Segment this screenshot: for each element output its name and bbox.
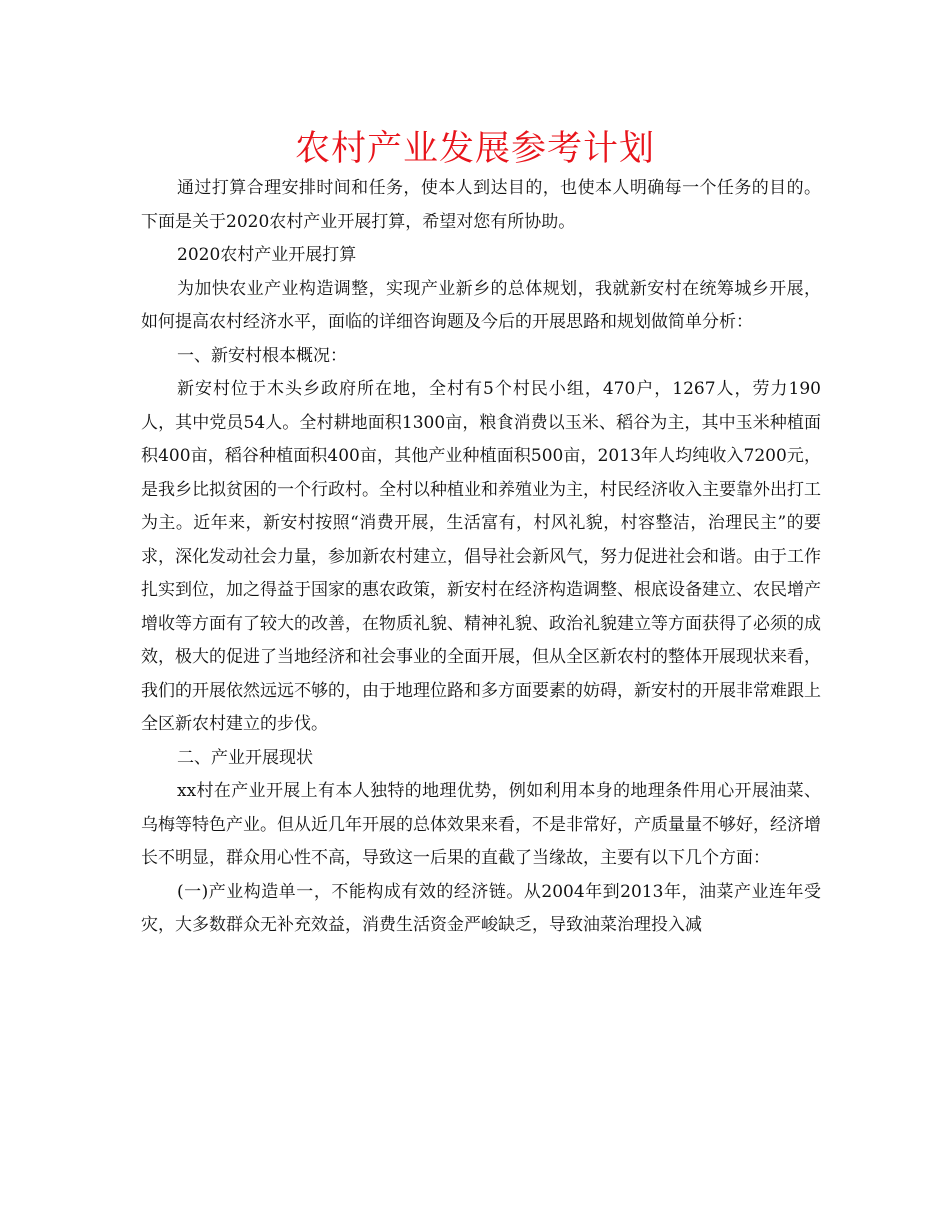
intro-paragraph: 通过打算合理安排时间和任务，使本人到达目的，也使本人明确每一个任务的目的。下面是关于2020农村产业开展打算，希望对您有所协助。 [141,178,821,232]
issue-paragraph: (一)产业构造单一，不能构成有效的经济链。从2004年到2013年，油菜产业连年受灾，大多数群众无补充效益，消费生活资金严峻缺乏，导致油菜治理投入减 [141,881,821,935]
section-heading-overview: 一、新安村根本概况： [177,345,347,366]
section-heading-status: 二、产业开展现状 [177,747,313,768]
plan-heading: 2020农村产业开展打算 [177,245,357,265]
document-title: 农村产业发展参考计划 [294,129,655,169]
status-paragraph: xx村在产业开展上有本人独特的地理优势，例如利用本身的地理条件用心开展油菜、乌梅等特色产业。但从近几年开展的总体效果来看，不是非常好，产质量量不够好，经济增长不明显，群众用心性不高，导致这一后果的直截了当缘故，主要有以下几个方面： [141,781,821,868]
overview-paragraph: 新安村位于木头乡政府所在地，全村有5个村民小组，470户，1267人，劳力190人，其中党员54人。全村耕地面积1300亩，粮食消费以玉米、稻谷为主，其中玉米种植面积400亩，稻谷种植面积400亩，其他产业种植面积500亩，2013年人均纯收入7200元，是我乡比拟贫困的一个行政村。全村以种植业和养殖业为主，村民经济收入主要靠外出打工为主。近年来，新安村按照“消费开展，生活富有，村风礼貌，村容整洁，治理民主”的要求，深化发动社会力量，参加新农村建立，倡导社会新风气，努力促进社会和谐。由于工作扎实到位，加之得益于国家的惠农政策，新安村在经济构造调整、根底设备建立、农民增产增收等方面有了较大的改善，在物质礼貌、精神礼貌、政治礼貌建立等方面获得了必须的成效，极大的促进了当地经济和社会事业的全面开展，但从全区新农村的整体开展现状来看，我们的开展依然远远不够的，由于地理位路和多方面要素的妨碍，新安村的开展非常难跟上全区新农村建立的步伐。 [141,379,821,734]
purpose-paragraph: 为加快农业产业构造调整，实现产业新乡的总体规划，我就新安村在统筹城乡开展，如何提高农村经济水平，面临的详细咨询题及今后的开展思路和规划做简单分析： [141,278,821,332]
document-body [141,172,821,943]
